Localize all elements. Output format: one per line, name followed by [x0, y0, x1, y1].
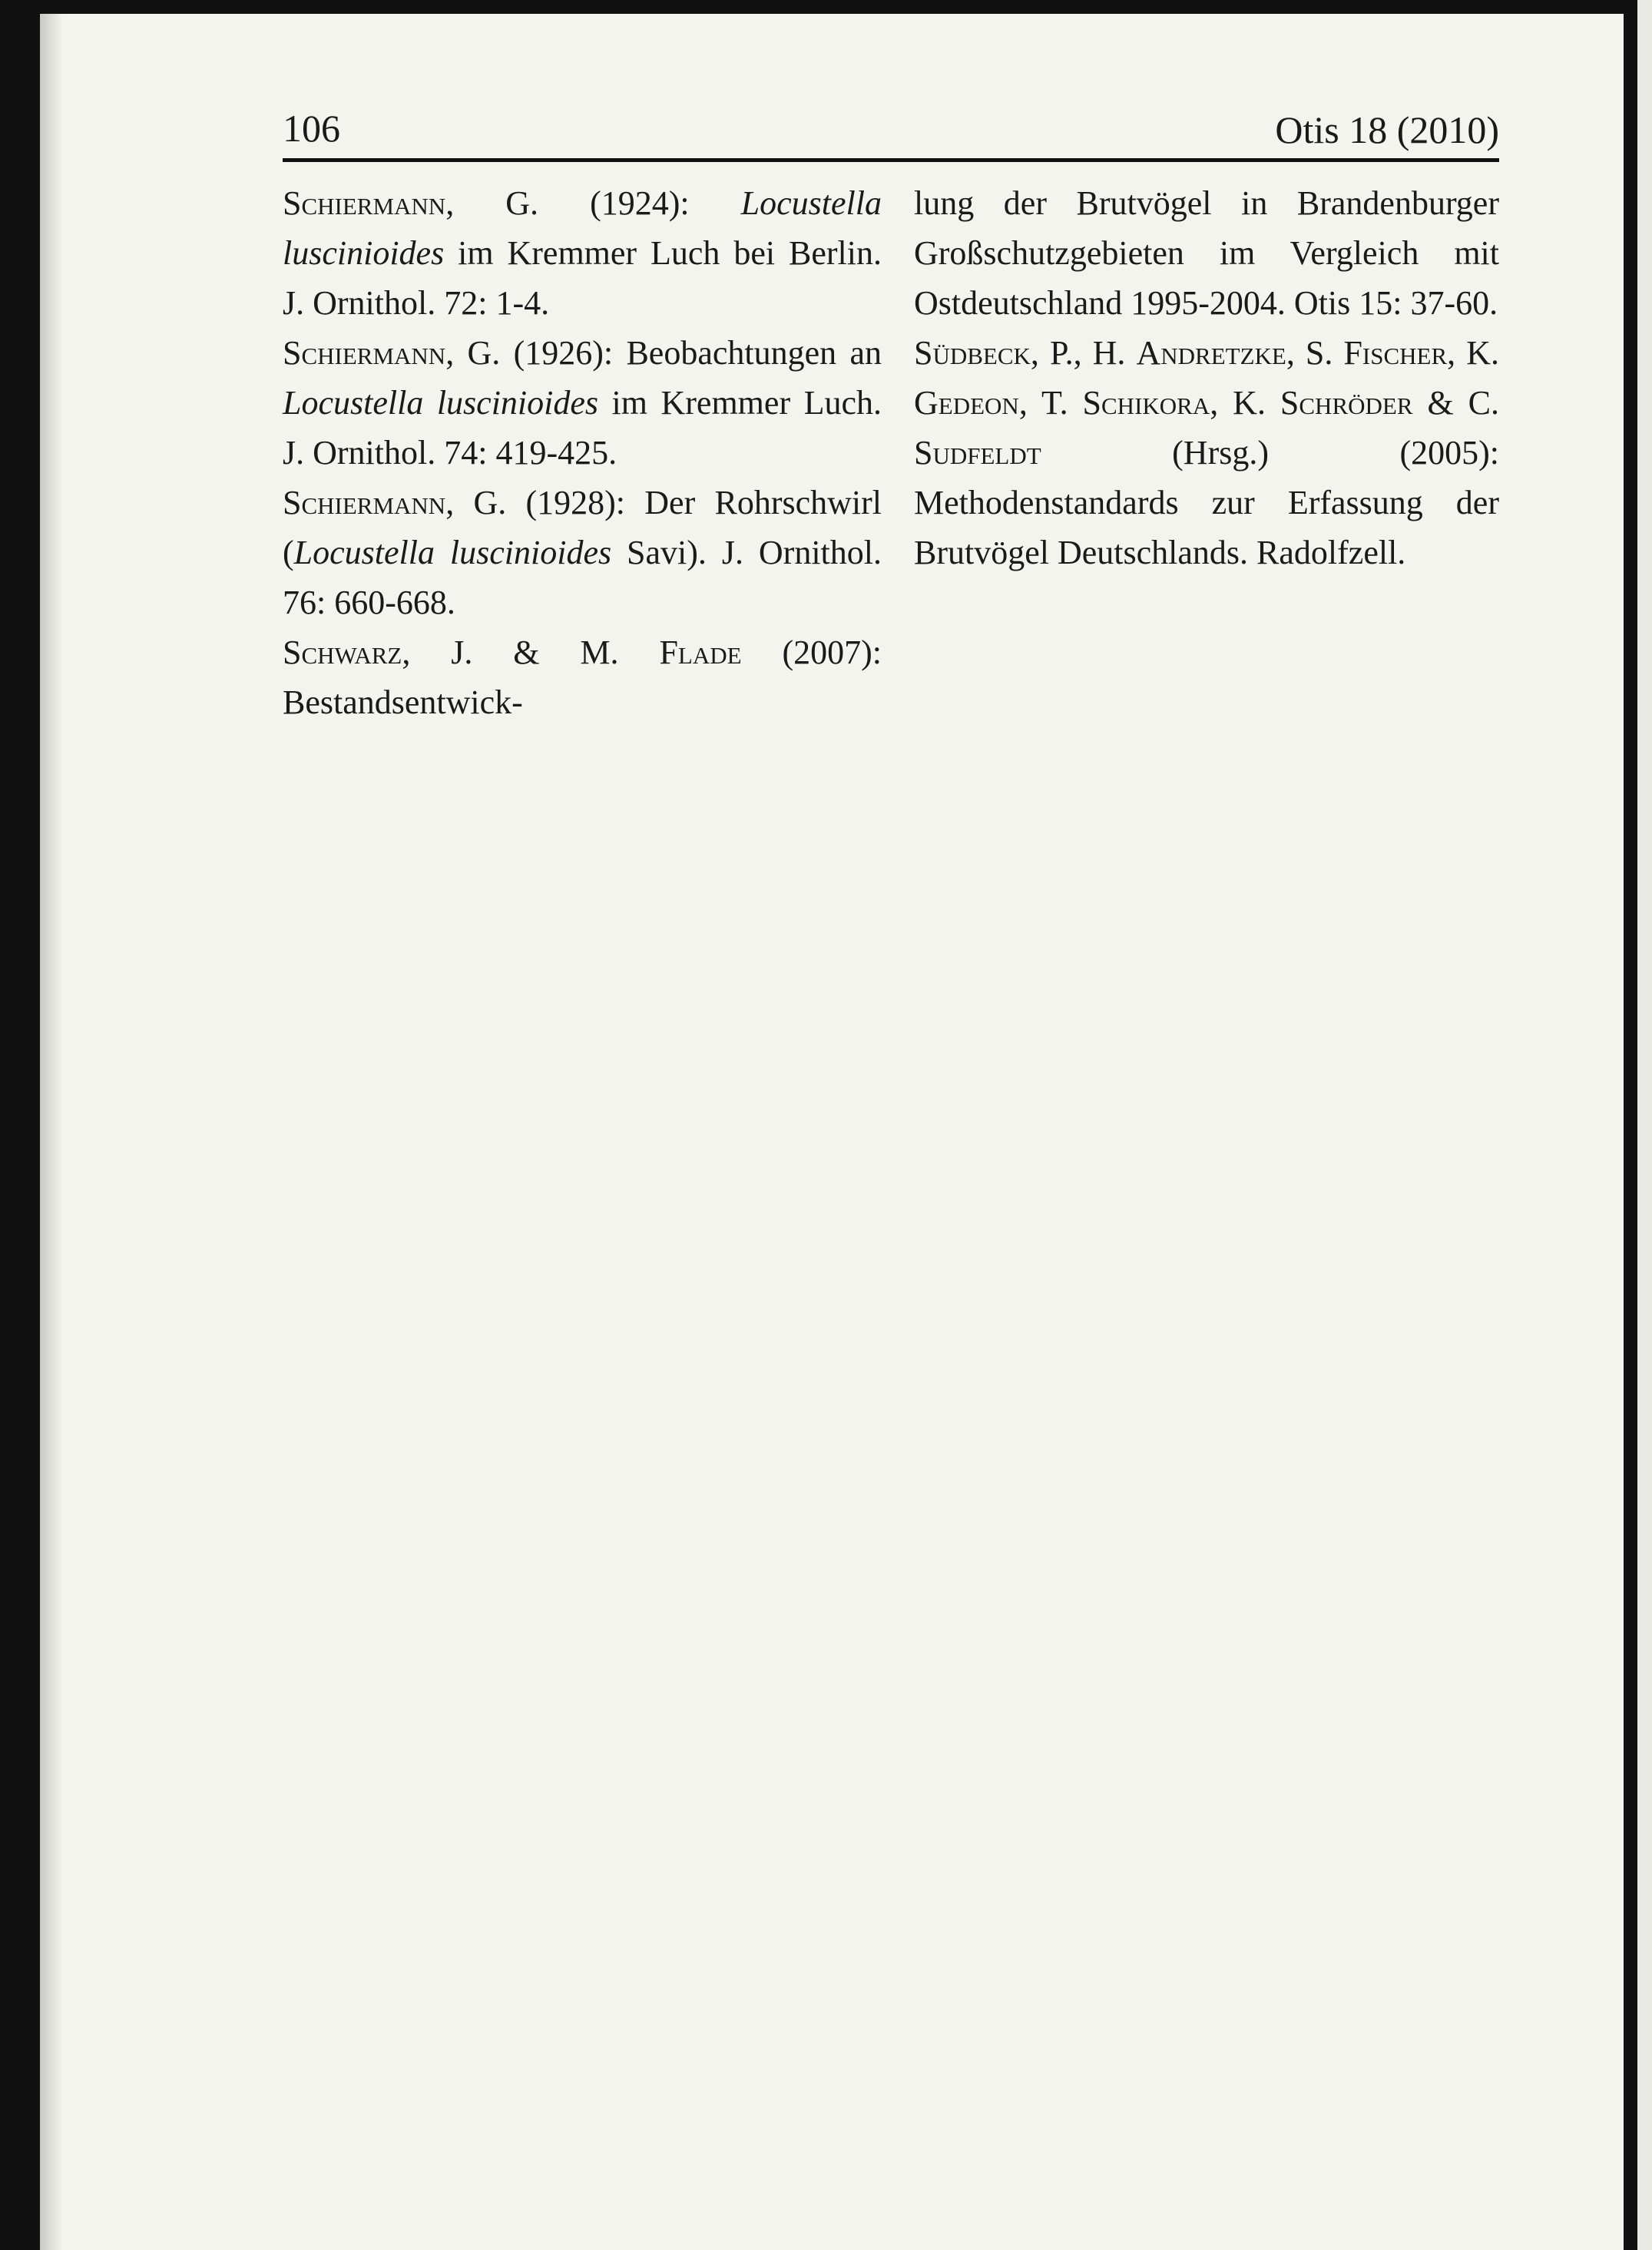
author-name: Fischer	[1343, 334, 1448, 372]
species-name: Locustella luscinioides	[293, 534, 612, 571]
reference-entry	[283, 478, 882, 627]
scan-border	[1637, 0, 1652, 2250]
reference-text: im Kremmer Luch. J. Ornithol. 74: 419-425.	[283, 384, 882, 472]
reference-text: , G. (1926): Beobachtungen an	[445, 334, 882, 372]
reference-text: , G. (1928): Der Rohrschwirl (	[283, 484, 882, 571]
reference-entry	[283, 178, 882, 328]
reference-entry	[914, 328, 1499, 577]
journal-citation: Otis 18 (2010)	[1275, 108, 1499, 151]
running-header	[283, 100, 1499, 162]
author-name: Sudfeldt	[914, 434, 1041, 472]
references-left-column	[283, 178, 882, 727]
page-number: 106	[283, 107, 340, 150]
reference-text: & C.	[1412, 384, 1499, 422]
reference-text: , S.	[1286, 334, 1344, 372]
references-right-column	[914, 178, 1499, 577]
reference-text: , K.	[1447, 334, 1499, 372]
reference-entry	[914, 178, 1499, 328]
reference-text: , J. & M.	[402, 634, 660, 671]
reference-entry	[283, 627, 882, 727]
reference-text: (Hrsg.) (2005): Methodenstandards zur Erfassung der Brutvögel Deutschlands. Radolfzell.	[914, 434, 1499, 571]
author-name: Schiermann	[283, 184, 446, 222]
author-name: Flade	[659, 634, 742, 671]
reference-text: , T.	[1018, 384, 1083, 422]
author-name: Andretzke	[1136, 334, 1286, 372]
species-name: Locustella luscinioides	[283, 184, 882, 272]
author-name: Schiermann	[283, 334, 446, 372]
reference-text: im Kremmer Luch bei Berlin. J. Ornithol. 72: 1-4.	[283, 234, 882, 322]
page-edge-shadow	[40, 14, 63, 2250]
author-name: Gedeon	[914, 384, 1019, 422]
author-name: Schiermann	[283, 484, 446, 521]
reference-text: , K.	[1210, 384, 1280, 422]
author-name: Schikora	[1082, 384, 1210, 422]
reference-text: , G. (1924):	[445, 184, 741, 222]
reference-entry	[283, 328, 882, 478]
species-name: Locustella luscinioides	[283, 384, 599, 422]
author-name: Südbeck	[914, 334, 1031, 372]
reference-text: (2007): Bestandsentwick-	[283, 634, 882, 721]
reference-text: Savi). J. Ornithol. 76: 660-668.	[283, 534, 882, 621]
author-name: Schwarz	[283, 634, 402, 671]
reference-text: , P., H.	[1030, 334, 1137, 372]
reference-text: lung der Brutvögel in Brandenburger Großschutzgebieten im Vergleich mit Ostdeutschland 1995-2004. Otis 15: 37-60.	[914, 184, 1499, 322]
author-name: Schröder	[1280, 384, 1413, 422]
